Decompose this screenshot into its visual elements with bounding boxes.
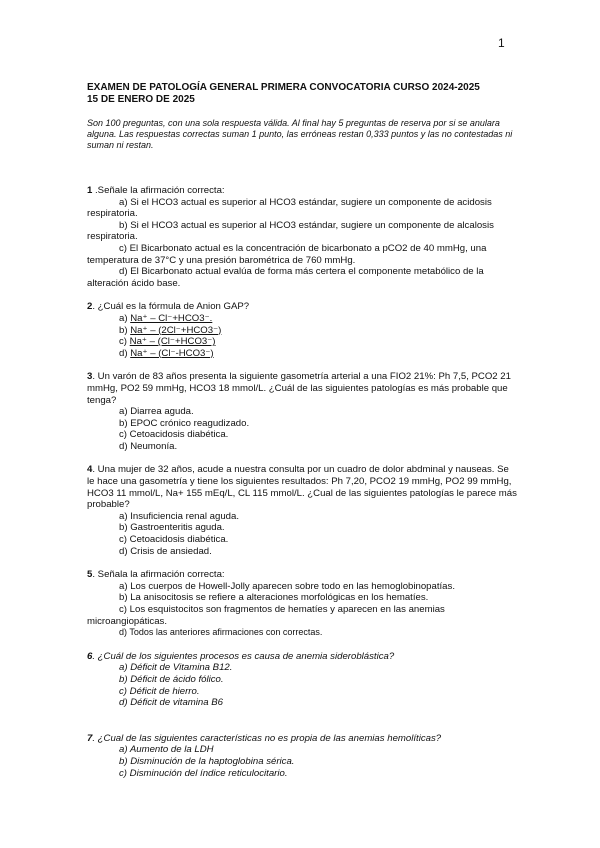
question-6 <box>87 651 517 709</box>
question-text: . ¿Cual de las siguientes características no es propia de las anemias hemolíticas? <box>92 732 442 744</box>
option-a: a) Insuficiencia renal aguda. <box>119 510 239 522</box>
option-c: c) El Bicarbonato actual es la concentración de bicarbonato a pCO2 de 40 mmHg, una temperatura de 37°C y una presión barométrica de 760 mmHg. <box>87 242 487 266</box>
exam-content <box>87 82 517 779</box>
question-text: . ¿Cuál es la fórmula de Anion GAP? <box>92 301 250 313</box>
question-number: 7 <box>87 732 93 744</box>
option-a: a) Na⁺ – Cl⁻+HCO3⁻. <box>119 312 213 324</box>
option-b: b) EPOC crónico reagudizado. <box>119 417 250 429</box>
question-text: . ¿Cuál de los siguientes procesos es causa de anemia sideroblástica? <box>92 650 395 662</box>
question-number: 2 <box>87 301 93 313</box>
exam-date: 15 DE ENERO DE 2025 <box>87 94 195 105</box>
page-number: 1 <box>498 36 505 50</box>
option-a: a) Déficit de Vitamina B12. <box>119 662 233 674</box>
option-b: b) Na⁺ – (2Cl⁻+HCO3⁻) <box>119 324 222 336</box>
question-5 <box>87 569 517 639</box>
question-3 <box>87 371 517 452</box>
question-number: 3 <box>87 371 93 383</box>
question-text: . Señala la afirmación correcta: <box>92 569 225 581</box>
question-number: 1 <box>87 185 93 196</box>
option-a: a) Los cuerpos de Howell-Jolly aparecen sobre todo en las hemoglobinopatías. <box>119 580 455 592</box>
exam-title-line1: EXAMEN DE PATOLOGÍA GENERAL PRIMERA CONVOCATORIA CURSO 2024-2025 <box>87 82 480 93</box>
option-c: c) Los esquistocitos son fragmentos de hematíes y aparecen en las anemias microangiopáticas. <box>87 604 445 627</box>
option-d: d) Crisis de ansiedad. <box>119 545 212 557</box>
option-b: b) Gastroenteritis aguda. <box>119 522 225 534</box>
option-a: a) Aumento de la LDH <box>119 744 214 756</box>
question-number: 6 <box>87 650 93 662</box>
option-b: b) Disminución de la haptoglobina sérica. <box>119 755 295 767</box>
exam-instructions: Son 100 preguntas, con una sola respuesta válida. Al final hay 5 preguntas de reserva por si se anulara alguna. Las respuestas correctas suman 1 punto, las erróneas restan 0,333 puntos y las no contestadas ni suman ni restan. <box>87 118 513 150</box>
option-b: b) Si el HCO3 actual es superior al HCO3 estándar, sugiere un componente de alcalosis respiratoria. <box>87 219 494 243</box>
question-text: .Señale la afirmación correcta: <box>92 185 225 196</box>
question-text: . Una mujer de 32 años, acude a nuestra consulta por un cuadro de dolor abdminal y nauseas. Se le hace una gasometría y tiene los siguientes resultados: Ph 7,20, PCO2 19 mmHg, PO2 99 mmHg, HCO3 11 mmol/L, Na+ 155 mEq/L, CL 115 mmol/L. ¿Cual de las siguientes patologías le parece más probable? <box>87 464 517 511</box>
question-number: 4 <box>87 464 93 476</box>
question-1 <box>87 185 517 289</box>
option-b: b) Déficit de ácido fólico. <box>119 673 224 685</box>
option-d: d) Todos las anteriores afirmaciones con correctas. <box>119 627 323 638</box>
option-b: b) La anisocitosis se refiere a alteraciones morfológicas en los hematíes. <box>119 592 429 604</box>
question-4 <box>87 464 517 557</box>
option-d: d) El Bicarbonato actual evalúa de forma más certera el componente metabólico de la alteración ácido base. <box>87 266 484 289</box>
option-c: c) Disminución del índice reticulocitario. <box>119 767 288 779</box>
question-7 <box>87 733 517 779</box>
option-c: c) Cetoacidosis diabética. <box>119 429 229 441</box>
option-a: a) Si el HCO3 actual es superior al HCO3 estándar, sugiere un componente de acidosis respiratoria. <box>87 196 492 220</box>
option-c: c) Na⁺ – (Cl⁻+HCO3⁻) <box>119 336 216 348</box>
option-d: d) Neumonía. <box>119 440 178 452</box>
option-a: a) Diarrea aguda. <box>119 406 194 418</box>
option-c: c) Cetoacidosis diabética. <box>119 534 229 546</box>
question-number: 5 <box>87 569 93 581</box>
question-2 <box>87 301 517 359</box>
option-c: c) Déficit de hierro. <box>119 685 200 697</box>
question-text: . Un varón de 83 años presenta la siguiente gasometría arterial a una FIO2 21%: Ph 7,5, PCO2 21 mmHg, PO2 59 mmHg, HCO3 18 mmol/L. ¿Cuál de las siguientes patologías es más probable que tenga? <box>87 371 511 406</box>
option-d: d) Na⁺ – (Cl⁻-HCO3⁻) <box>119 347 214 359</box>
option-d: d) Déficit de vitamina B6 <box>119 697 223 709</box>
